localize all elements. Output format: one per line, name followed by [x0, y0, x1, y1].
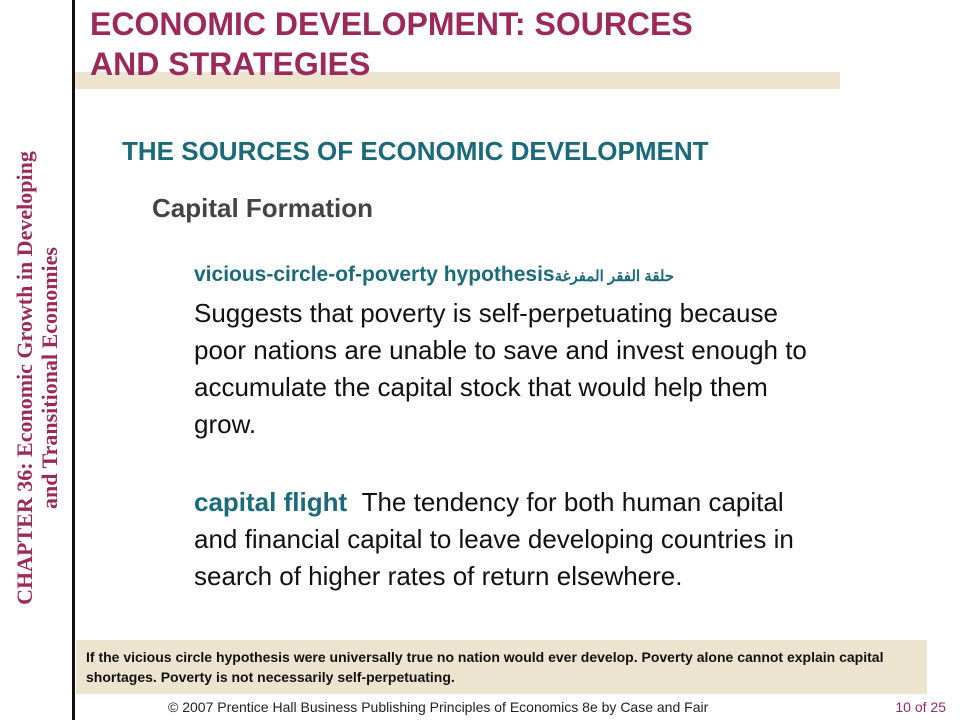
footer-copyright: © 2007 Prentice Hall Business Publishing Principles of Economics 8e by Case and Fair	[168, 699, 709, 715]
term-vicious-circle-arabic: حلقة الفقر المفرغة	[554, 268, 675, 285]
term-capital-flight: capital flight	[194, 487, 348, 517]
capital-flight-paragraph	[194, 484, 834, 595]
definition-vicious-circle: Suggests that poverty is self-perpetuating because poor nations are unable to save and invest enough to accumulate the capital stock that would help them grow.	[194, 298, 807, 439]
definition-capital-flight: The tendency for both human capital and financial capital to leave developing countries in search of higher rates of return elsewhere.	[194, 487, 794, 591]
note-box	[76, 640, 927, 694]
slide-title-line2: AND STRATEGIES	[90, 46, 371, 82]
subheading: Capital Formation	[152, 193, 374, 223]
slide-title-line1: ECONOMIC DEVELOPMENT: SOURCES	[90, 6, 693, 42]
vertical-divider	[72, 0, 75, 720]
chapter-title-line1: CHAPTER 36: Economic Growth in Developing	[12, 151, 37, 605]
note-text: If the vicious circle hypothesis were universally true no nation would ever develop. Poverty alone cannot explain capital shortages. Poverty is not necessarily self-perpetuating.	[86, 649, 884, 685]
section-heading: THE SOURCES OF ECONOMIC DEVELOPMENT	[122, 136, 709, 166]
term-vicious-circle	[194, 263, 674, 287]
page-number: 10 of 25	[895, 699, 946, 715]
slide-title	[90, 4, 693, 84]
term-vicious-circle-label: vicious-circle-of-poverty hypothesis	[194, 263, 555, 286]
chapter-title-line2: and Transitional Economies	[37, 247, 62, 510]
chapter-sidebar	[2, 88, 72, 668]
